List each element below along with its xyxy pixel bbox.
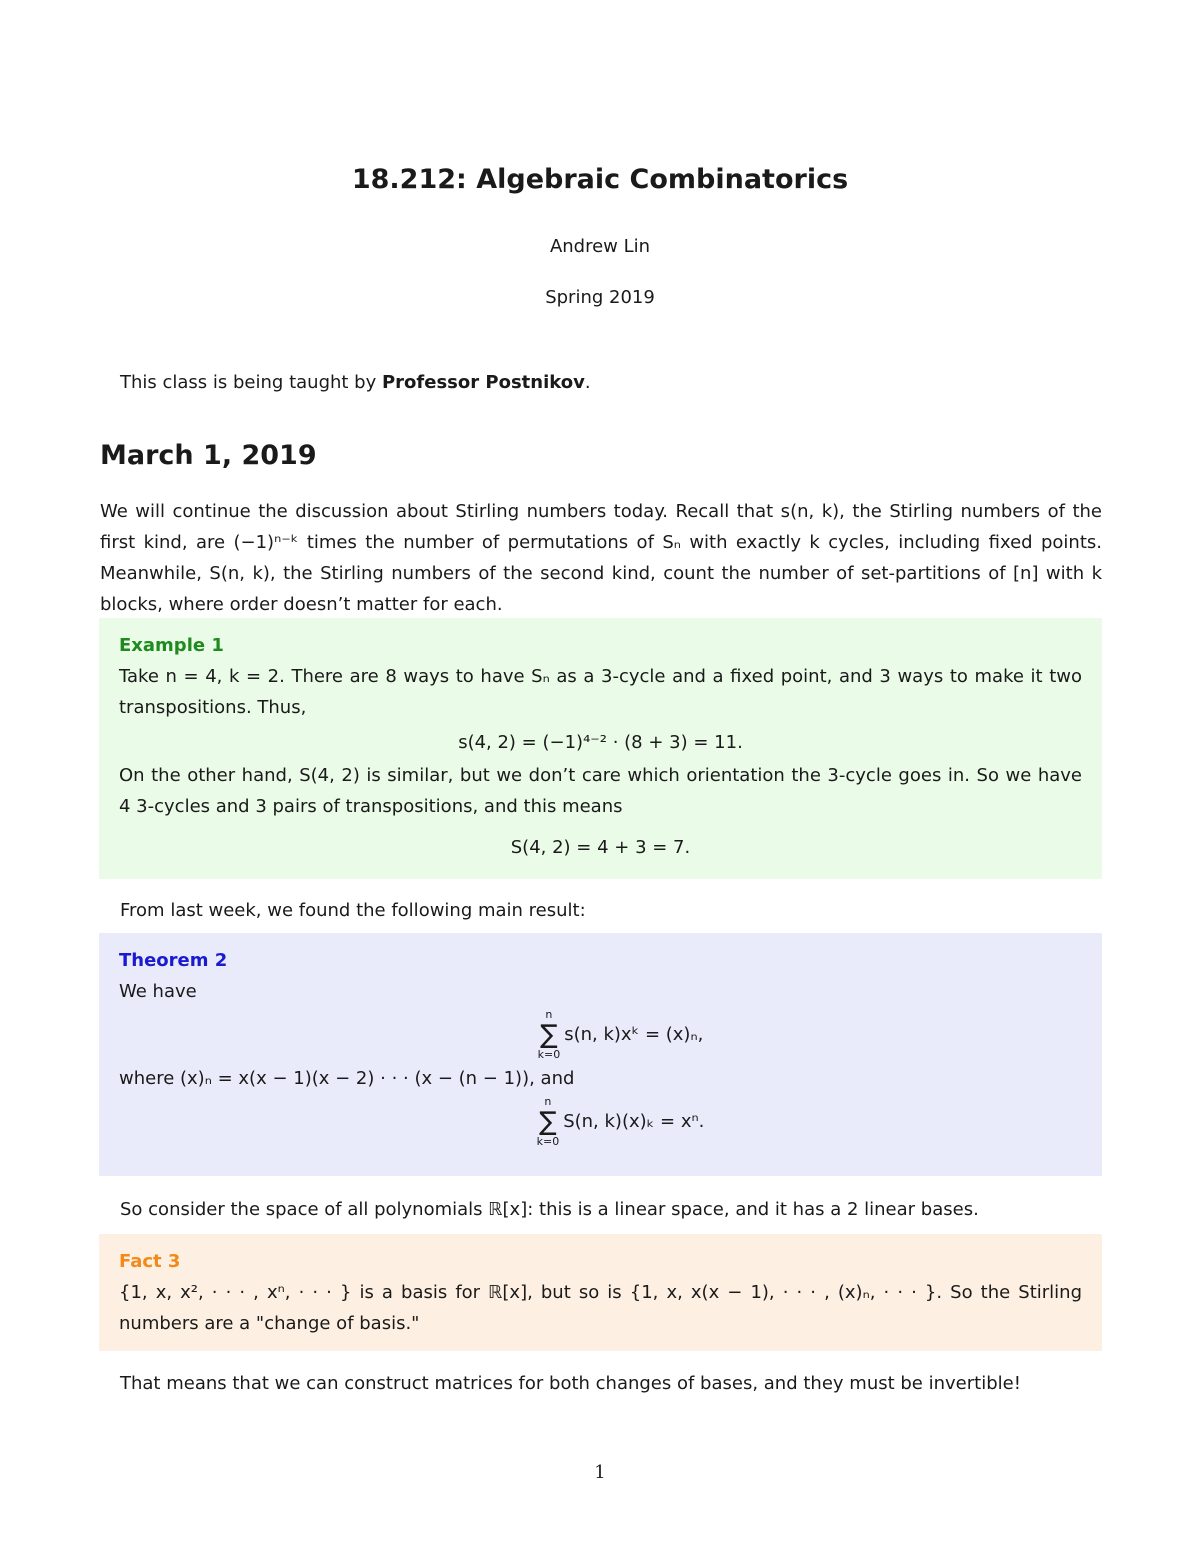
bridge-text-1: From last week, we found the following main result: <box>120 900 586 921</box>
theorem-line-2: where (x)ₙ = x(x − 1)(x − 2) · · · (x − (n − 1)), and <box>119 1068 575 1089</box>
page-number: 1 <box>594 1462 606 1483</box>
intro-prefix: This class is being taught by <box>120 372 382 393</box>
theorem-equation-2 <box>159 1094 1082 1150</box>
section-heading: March 1, 2019 <box>100 440 317 471</box>
doc-term: Spring 2019 <box>545 287 655 308</box>
professor-name: Professor Postnikov <box>381 372 585 393</box>
theorem-equation-1 <box>159 1007 1082 1063</box>
example-line-2: On the other hand, S(4, 2) is similar, but we don’t care which orientation the 3-cycle goes in. So we have 4 3-cycles and 3 pairs of transpositions, and this means <box>119 765 1082 817</box>
fact-text: {1, x, x², · · · , xⁿ, · · · } is a basis for ℝ[x], but so is {1, x, x(x − 1), · · · , (x)ₙ, · · · }. So the Stirling numbers are a "change of basis." <box>119 1282 1082 1334</box>
closing-text: That means that we can construct matrices for both changes of bases, and they must be invertible! <box>120 1373 1021 1394</box>
intro-line <box>120 372 591 393</box>
sigma-icon: ∑ <box>540 1020 558 1050</box>
example-line-1: Take n = 4, k = 2. There are 8 ways to have Sₙ as a 3-cycle and a fixed point, and 3 ways to make it two transpositions. Thus, <box>119 666 1082 718</box>
example-box <box>99 618 1102 879</box>
theorem-eq1-body: s(n, k)xᵏ = (x)ₙ, <box>564 1024 704 1045</box>
sigma-icon: ∑ <box>539 1107 557 1137</box>
intro-suffix: . <box>584 372 591 393</box>
fact-title: Fact 3 <box>119 1251 181 1272</box>
bridge-text-2: So consider the space of all polynomials ℝ[x]: this is a linear space, and it has a 2 linear bases. <box>120 1199 979 1220</box>
doc-title: 18.212: Algebraic Combinatorics <box>351 164 849 195</box>
sum-upper-limit: n <box>545 1008 553 1021</box>
sum-upper-limit: n <box>544 1095 552 1108</box>
summation-symbol <box>538 1008 561 1062</box>
doc-author: Andrew Lin <box>549 236 651 257</box>
paragraph-stirling-intro: We will continue the discussion about Stirling numbers today. Recall that s(n, k), the Stirling numbers of the first kind, are (−1)ⁿ⁻ᵏ times the number of permutations of Sₙ with exactly k cycles, including fixed points. Meanwhile, S(n, k), the Stirling numbers of the second kind, count the number of set-partitions of [n] with k blocks, where order doesn’t matter for each. <box>100 501 1102 615</box>
example-equation-1: s(4, 2) = (−1)⁴⁻² · (8 + 3) = 11. <box>458 732 743 753</box>
example-title: Example 1 <box>119 635 224 656</box>
example-equation-2: S(4, 2) = 4 + 3 = 7. <box>510 837 691 858</box>
theorem-line-1: We have <box>119 981 197 1002</box>
theorem-eq2-body: S(n, k)(x)ₖ = xⁿ. <box>563 1111 705 1132</box>
fact-box <box>99 1234 1102 1351</box>
summation-symbol <box>537 1095 560 1149</box>
sum-lower-limit: k=0 <box>537 1048 561 1061</box>
sum-lower-limit: k=0 <box>536 1135 560 1148</box>
theorem-title: Theorem 2 <box>119 950 228 971</box>
theorem-box <box>99 933 1102 1176</box>
